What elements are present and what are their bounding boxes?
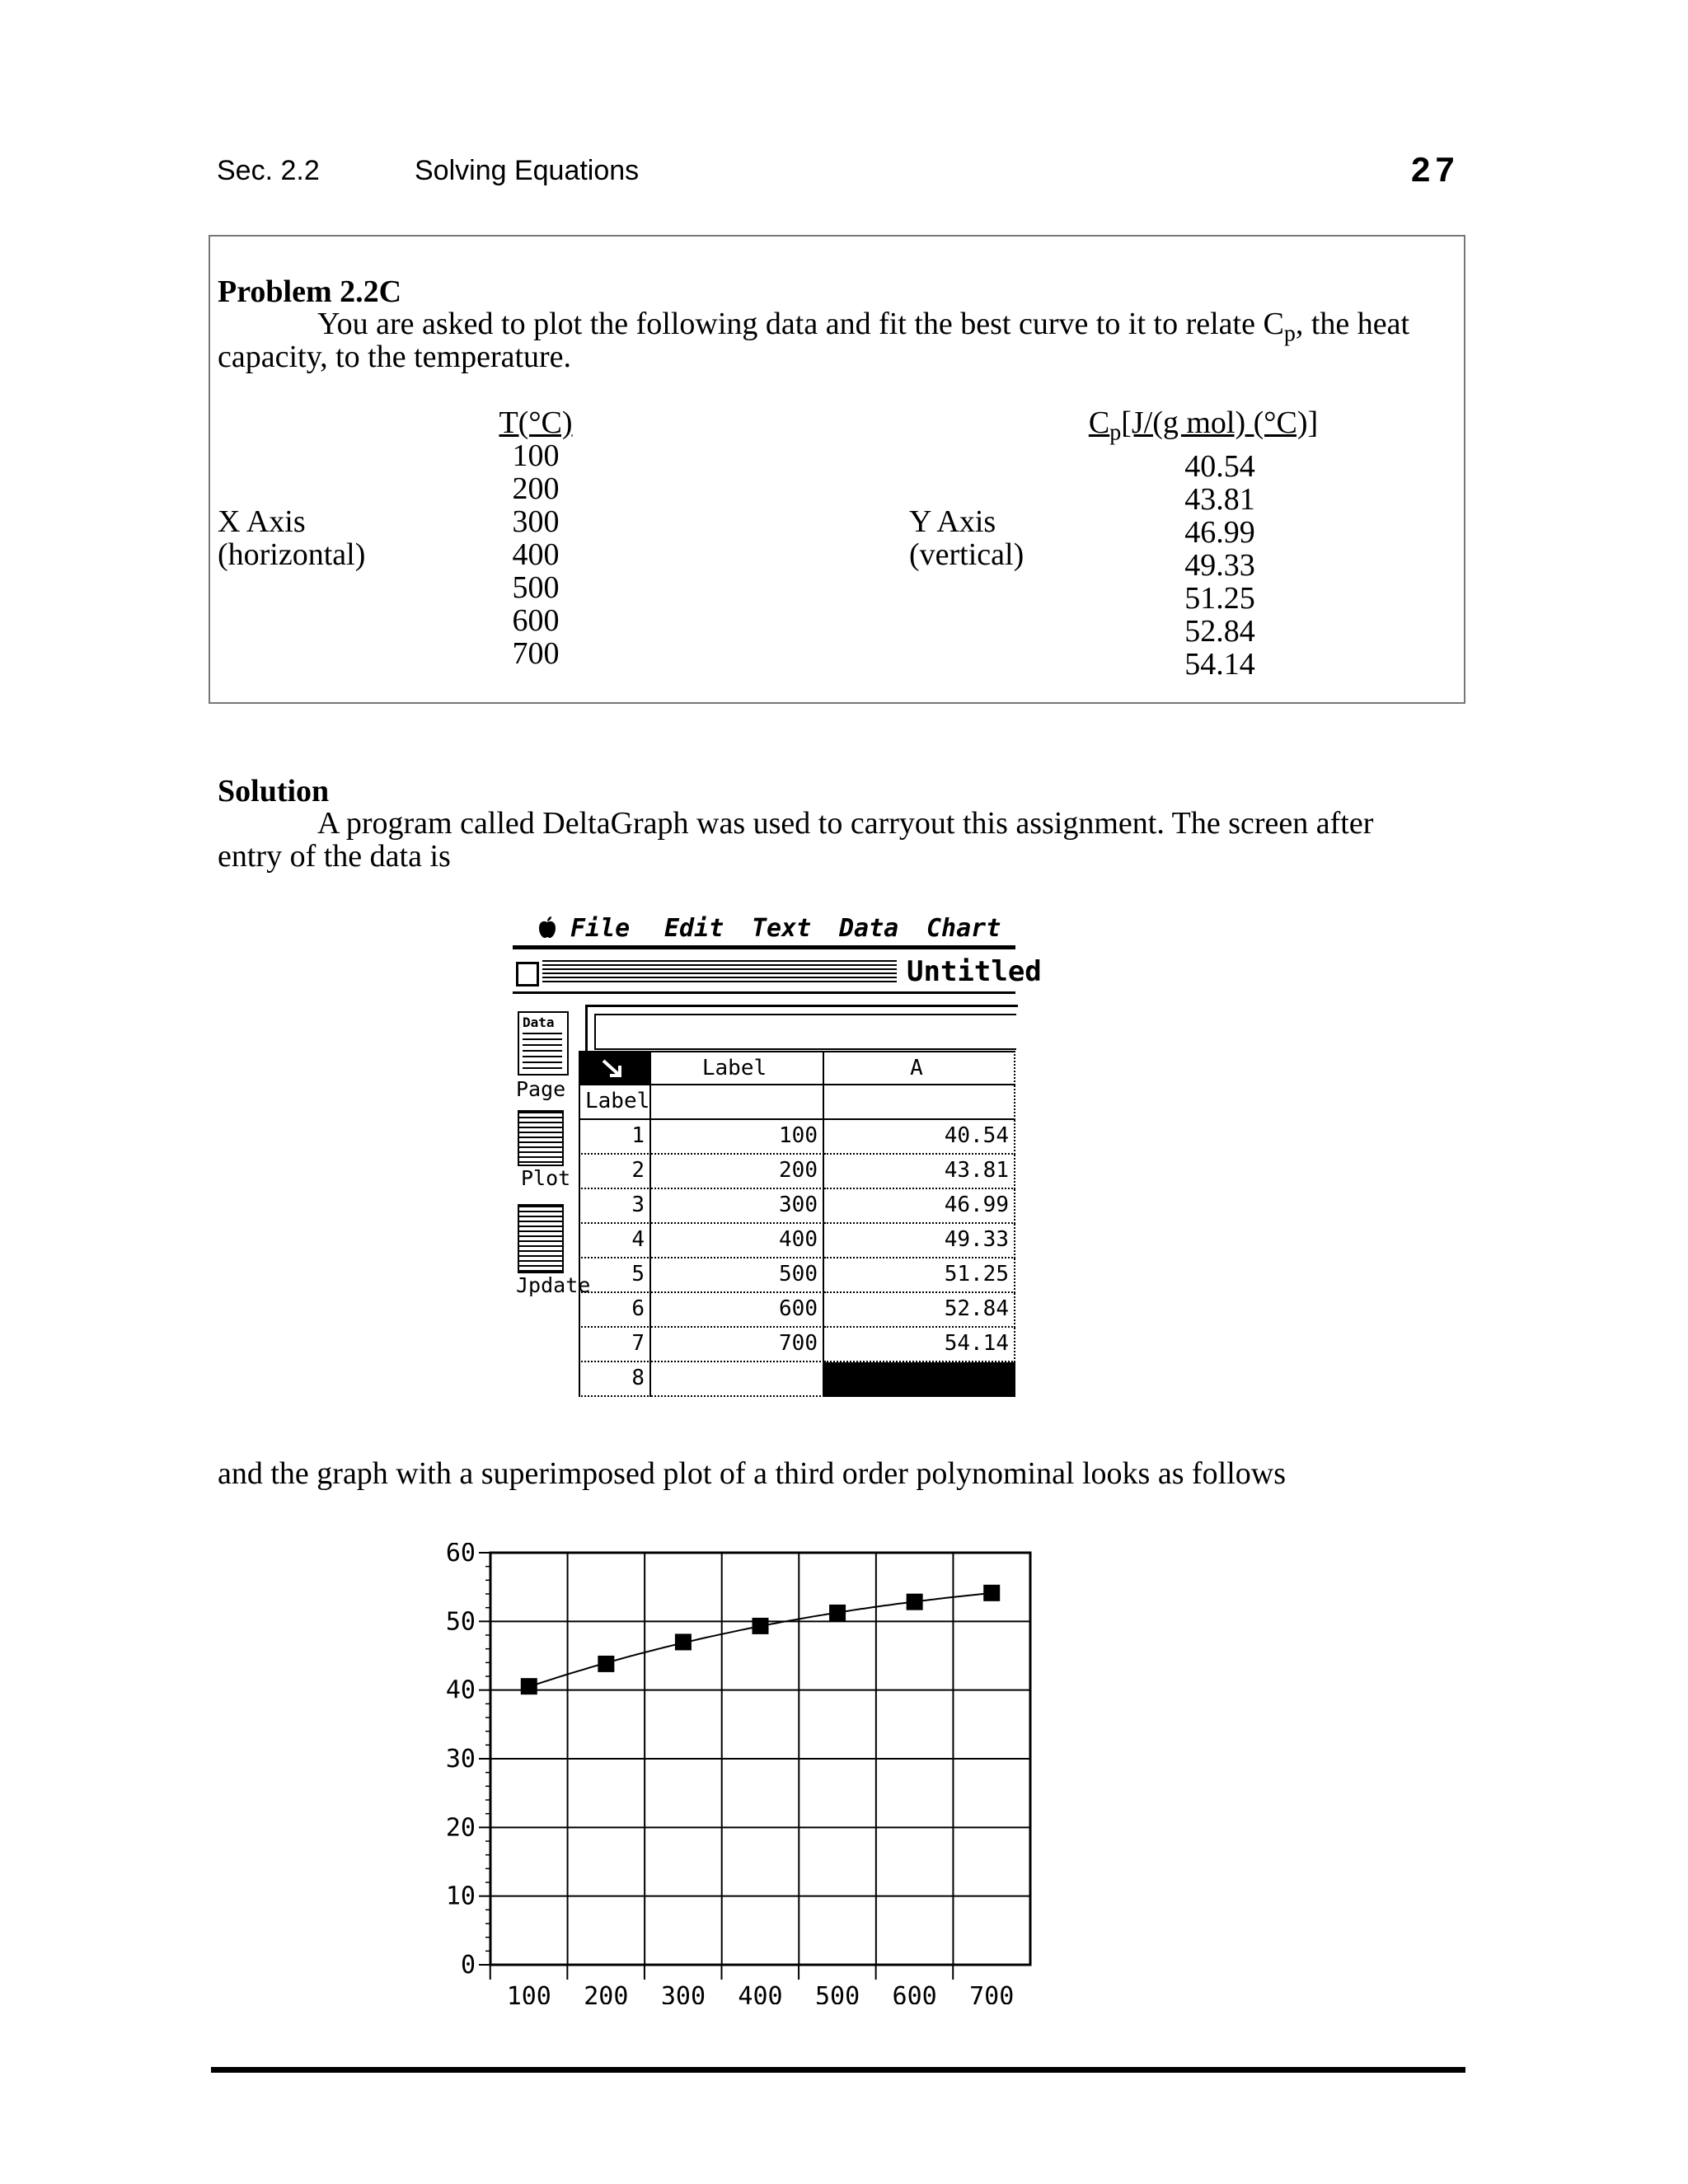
titlebar-divider: [513, 991, 1015, 994]
x-axis-label: [218, 505, 365, 571]
y-tick-label: 40: [445, 1675, 476, 1705]
cp-value: 46.99: [1184, 514, 1255, 550]
row-number[interactable]: 2: [579, 1155, 651, 1189]
deltagraph-screenshot: [513, 911, 1042, 1413]
solution-title: Solution: [218, 774, 330, 808]
plot-icon[interactable]: [518, 1110, 564, 1166]
data-icon-label: Data: [523, 1015, 555, 1030]
arrow-icon: [600, 1057, 625, 1079]
x-tick-label: 500: [814, 1982, 860, 2004]
data-point: [753, 1618, 769, 1634]
data-point: [521, 1678, 537, 1694]
apple-icon[interactable]: [537, 916, 557, 939]
data-point: [675, 1633, 692, 1650]
x-tick-label: 700: [969, 1982, 1015, 2004]
solution-text-line1: A program called DeltaGraph was used to carryout this assignment. The screen after: [317, 806, 1374, 841]
cp-chart: [429, 1543, 1055, 2004]
cp-value: 52.84: [1184, 613, 1255, 649]
page-button[interactable]: Page: [516, 1077, 566, 1101]
t-value: 600: [512, 603, 560, 638]
page-number: 27: [1411, 150, 1460, 189]
section-label: Sec. 2.2: [217, 155, 320, 186]
cp-header: $C_p[J/(g$ mol) (°C)]: [1088, 405, 1319, 446]
entry-bar: [585, 1005, 1018, 1053]
close-box[interactable]: [516, 962, 539, 987]
cp-value: 49.33: [1184, 547, 1255, 583]
menu-data[interactable]: Data: [839, 914, 899, 943]
row-number[interactable]: 7: [579, 1328, 651, 1362]
plot-button[interactable]: Plot: [521, 1166, 571, 1190]
cp-value: 40.54: [1184, 448, 1255, 484]
row-number[interactable]: 3: [579, 1189, 651, 1224]
y-axis-title: Y Axis: [909, 504, 996, 539]
x-tick-label: 400: [738, 1982, 783, 2004]
sidebar: [513, 1001, 591, 1413]
titlebar-stripes: [542, 960, 897, 985]
x-tick-label: 200: [584, 1982, 629, 2004]
grid-cell-label[interactable]: 500: [651, 1258, 824, 1293]
menu-edit[interactable]: Edit: [664, 914, 724, 943]
data-point: [907, 1594, 923, 1610]
data-grid: [579, 1051, 1015, 1413]
data-point: [983, 1585, 1000, 1601]
grid-cell-a[interactable]: 49.33: [824, 1224, 1015, 1258]
t-value: 300: [512, 504, 560, 539]
cp-value: 43.81: [1184, 481, 1255, 517]
grid-cell-label[interactable]: 200: [651, 1155, 824, 1189]
select-all-cell[interactable]: [579, 1051, 651, 1085]
y-axis-subtitle: (vertical): [909, 537, 1025, 572]
data-point: [829, 1605, 846, 1621]
menu-file[interactable]: File: [570, 914, 631, 943]
y-axis-label: [909, 505, 1024, 571]
y-tick-label: 20: [445, 1813, 476, 1843]
grid-cell-a[interactable]: 43.81: [824, 1155, 1015, 1189]
menu-bar: [513, 911, 1015, 947]
cp-value: 51.25: [1184, 580, 1255, 616]
row-number[interactable]: 5: [579, 1258, 651, 1293]
t-value: 100: [512, 438, 560, 473]
grid-cell-a[interactable]: 54.14: [824, 1328, 1015, 1362]
window-title: Untitled: [907, 955, 1042, 988]
problem-title: Problem 2.2C: [218, 274, 402, 309]
chapter-title: Solving Equations: [415, 155, 640, 186]
chart-y-axis: [446, 1543, 490, 1980]
grid-cell-label[interactable]: 600: [651, 1293, 824, 1328]
column-header-label[interactable]: Label: [651, 1051, 824, 1085]
data-icon-lines: [523, 1033, 562, 1069]
t-value: 700: [512, 636, 560, 671]
t-value: 200: [512, 471, 560, 506]
chart-intro-text: and the graph with a superimposed plot of a third order polynominal looks as follows: [218, 1456, 1286, 1491]
row-number[interactable]: 1: [579, 1120, 651, 1155]
update-button[interactable]: Jpdate: [516, 1273, 591, 1297]
grid-cell-label[interactable]: [651, 1362, 824, 1397]
data-points: [521, 1585, 1000, 1694]
data-point: [598, 1656, 614, 1672]
grid-cell[interactable]: [824, 1085, 1015, 1120]
y-tick-label: 30: [445, 1745, 476, 1774]
cell-entry-field[interactable]: [594, 1014, 1016, 1050]
x-tick-label: 300: [660, 1982, 706, 2004]
menu-divider: [513, 945, 1015, 949]
grid-cell-a[interactable]: 51.25: [824, 1258, 1015, 1293]
grid-cell[interactable]: [651, 1085, 824, 1120]
y-tick-label: 50: [445, 1607, 476, 1637]
y-tick-label: 60: [445, 1543, 476, 1568]
column-header-a[interactable]: A: [824, 1051, 1015, 1085]
grid-cell-a[interactable]: 52.84: [824, 1293, 1015, 1328]
problem-text-line1: You are asked to plot the following data and fit the best curve to it to relate $C_p$, the heat: [317, 307, 1410, 347]
grid-cell-label[interactable]: 700: [651, 1328, 824, 1362]
grid-cell-a[interactable]: 40.54: [824, 1120, 1015, 1155]
row-number[interactable]: 8: [579, 1362, 651, 1397]
row-number[interactable]: 4: [579, 1224, 651, 1258]
problem-text-line2: capacity, to the temperature.: [218, 340, 572, 374]
cp-value: 54.14: [1184, 646, 1255, 682]
temperature-column: [486, 406, 585, 670]
y-tick-label: 0: [460, 1951, 476, 1980]
grid-cell-label[interactable]: 100: [651, 1120, 824, 1155]
menu-chart[interactable]: Chart: [926, 914, 1001, 943]
update-icon[interactable]: [518, 1204, 564, 1273]
window-titlebar[interactable]: [513, 952, 1042, 995]
cp-column: [1071, 406, 1335, 681]
t-value: 500: [512, 570, 560, 605]
grid-cell-label[interactable]: 400: [651, 1224, 824, 1258]
row-header-label[interactable]: Label: [579, 1085, 651, 1120]
x-tick-label: 100: [506, 1982, 551, 2004]
grid-cell-a[interactable]: 46.99: [824, 1189, 1015, 1224]
temperature-header: T(°C): [499, 405, 573, 440]
y-tick-label: 10: [445, 1882, 476, 1911]
x-axis-subtitle: (horizontal): [218, 537, 366, 572]
bottom-rule: [211, 2067, 1465, 2073]
x-axis-title: X Axis: [218, 504, 306, 539]
row-number[interactable]: 6: [579, 1293, 651, 1328]
grid-cell-label[interactable]: 300: [651, 1189, 824, 1224]
solution-text-line2: entry of the data is: [218, 839, 451, 874]
chart-x-axis: [490, 1965, 1015, 2004]
chart-grid: [490, 1553, 1030, 1965]
x-tick-label: 600: [892, 1982, 937, 2004]
menu-text[interactable]: Text: [752, 914, 812, 943]
selected-cell[interactable]: [824, 1362, 1015, 1397]
data-icon[interactable]: [518, 1011, 569, 1076]
t-value: 400: [512, 537, 560, 572]
